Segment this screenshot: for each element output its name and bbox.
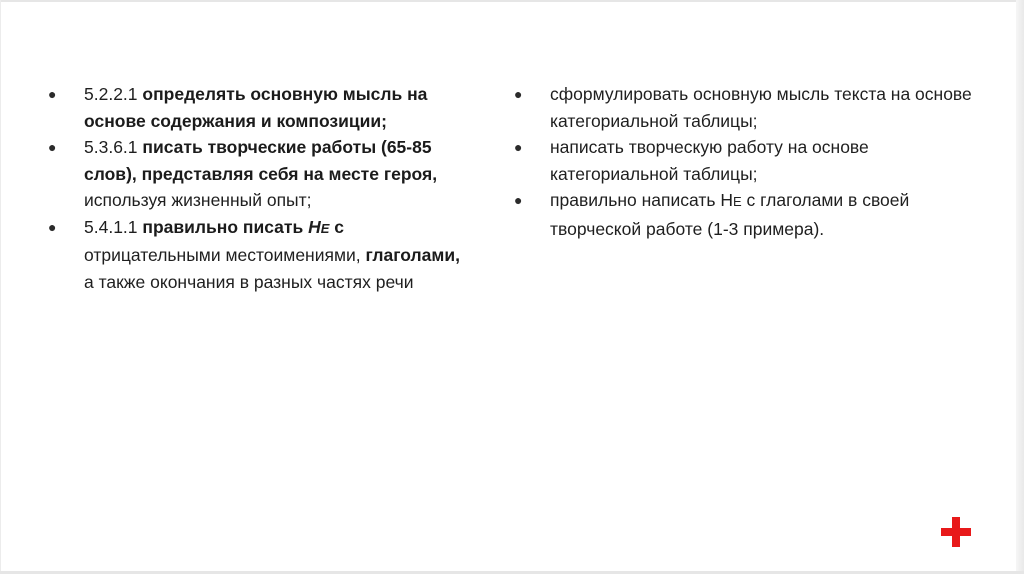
- criterion-text: написать творческую работу на основе категориальной таблицы;: [550, 137, 869, 184]
- criterion-text: сформулировать основную мысль текста на основе категориальной таблицы;: [550, 84, 972, 131]
- criterion-text: правильно написать: [550, 190, 721, 210]
- list-item: [46, 81, 471, 134]
- particle-ne-capital: Н: [308, 216, 321, 237]
- plus-icon-vertical: [952, 517, 960, 547]
- objective-text-bold: глаголами,: [365, 245, 460, 265]
- slide-border-top: [0, 0, 1024, 2]
- plus-icon: [941, 517, 971, 547]
- list-item: [512, 187, 982, 242]
- particle-ne-small: Е: [732, 194, 742, 209]
- objective-text: отрицательными местоимениями,: [84, 245, 366, 265]
- bullet-icon: ●: [48, 218, 57, 235]
- particle-ne-small: Е: [320, 220, 330, 236]
- objective-text-bold: правильно писать: [142, 216, 309, 237]
- objectives-list: [46, 81, 471, 295]
- slide-border-left: [0, 0, 1, 574]
- objective-text: используя жизненный опыт;: [84, 190, 312, 210]
- bullet-icon: ●: [514, 139, 523, 155]
- objective-code: 5.4.1.1: [84, 216, 143, 237]
- criteria-list: [512, 81, 982, 242]
- particle-ne: [720, 190, 741, 210]
- bullet-icon: ●: [514, 86, 523, 102]
- particle-ne-capital: Н: [720, 190, 733, 210]
- slide-border-right: [1016, 0, 1024, 574]
- objective-code: 5.3.6.1: [84, 137, 143, 157]
- bullet-icon: ●: [48, 86, 57, 102]
- list-item: [46, 214, 471, 296]
- list-item: [46, 134, 471, 214]
- criterion-text: с глаголами в своей творческой работе (1-3 примера).: [550, 190, 910, 239]
- bullet-icon: ●: [48, 139, 57, 155]
- objective-code: 5.2.2.1: [84, 84, 143, 104]
- particle-ne: [308, 217, 329, 237]
- bullet-icon: ●: [514, 192, 523, 208]
- list-item: [512, 81, 982, 134]
- objective-text: а также окончания в разных частях речи: [84, 271, 414, 292]
- objective-text-bold: писать творческие работы (65-85 слов), представляя себя на месте героя,: [84, 137, 438, 184]
- list-item: [512, 134, 982, 187]
- right-column: [512, 81, 982, 242]
- objective-text-bold: с: [329, 216, 345, 237]
- left-column: [46, 81, 471, 295]
- objective-text-bold: определять основную мысль на основе содержания и композиции;: [84, 84, 428, 131]
